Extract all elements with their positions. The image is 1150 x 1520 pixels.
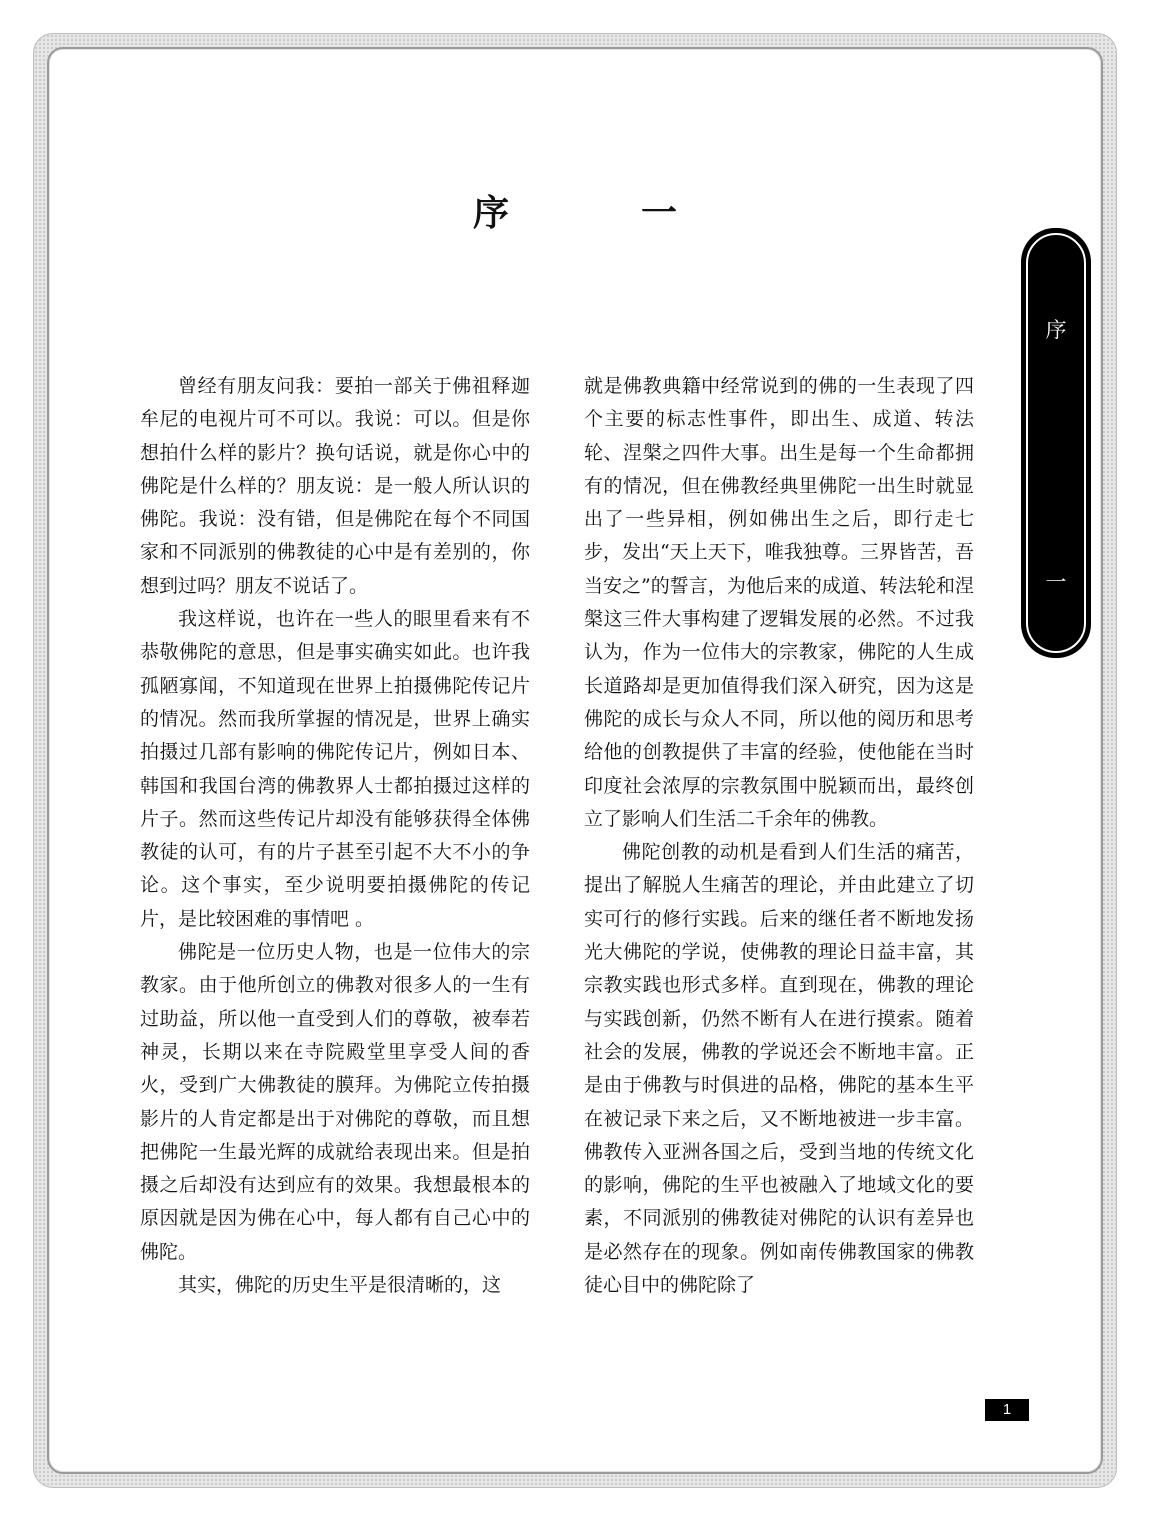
- chapter-side-tab: [1021, 228, 1091, 658]
- paragraph: 佛陀是一位历史人物，也是一位伟大的宗教家。由于他所创立的佛教对很多人的一生有过助益，所以他一直受到人们的尊敬，被奉若神灵，长期以来在寺院殿堂里享受人间的香火，受到广大佛教徒的膜拜。为佛陀立传拍摄影片的人肯定都是出于对佛陀的尊敬，而且想把佛陀一生最光辉的成就给表现出来。但是拍摄之后却没有达到应有的效果。我想最根本的原因就是因为佛在心中，每人都有自己心中的佛陀。: [140, 941, 530, 1263]
- paragraph: 佛陀创教的动机是看到人们生活的痛苦，提出了解脱人生痛苦的理论，并由此建立了切实可行的修行实践。后来的继任者不断地发扬光大佛陀的学说，使佛教的理论日益丰富，其宗教实践也形式多样。直到现在，佛教的理论与实践创新，仍然不断有人在进行摸索。随着社会的发展，佛教的学说还会不断地丰富。正是由于佛教与时俱进的品格，佛陀的基本生平在被记录下来之后，又不断地被进一步丰富。佛教传入亚洲各国之后，受到当地的传统文化的影响，佛陀的生平也被融入了地域文化的要素，不同派别的佛教徒对佛陀的认识有差异也是必然存在的现象。例如南传佛教国家的佛教徒心目中的佛陀除了: [584, 841, 974, 1297]
- paragraph: 我这样说，也许在一些人的眼里看来有不恭敬佛陀的意思，但是事实确实如此。也许我孤陋寡闻，不知道现在世界上拍摄佛陀传记片的情况。然而我所掌握的情况是，世界上确实拍摄过几部有影响的佛陀传记片，例如日本、韩国和我国台湾的佛教界人士都拍摄过这样的片子。然而这些传记片却没有能够获得全体佛教徒的认可，有的片子甚至引起不大不小的争论。这个事实，至少说明要拍摄佛陀的传记片，是比较困难的事情吧 。: [140, 608, 530, 930]
- paragraph: 其实，佛陀的历史生平是很清晰的，这: [178, 1274, 502, 1297]
- side-tab-char-top: 序: [1045, 318, 1067, 342]
- page-title: 序 一: [472, 193, 725, 234]
- paragraph-continuation: 就是佛教典籍中经常说到的佛的一生表现了四个主要的标志性事件，即出生、成道、转法轮、涅槃之四件大事。出生是每一个生命都拥有的情况，但在佛教经典里佛陀一出生时就显出了一些异相，例如佛出生之后，即行走七步，发出“天上天下，唯我独尊。三界皆苦，吾当安之”的誓言，为他后来的成道、转法轮和涅槃这三件大事构建了逻辑发展的必然。不过我认为，作为一位伟大的宗教家，佛陀的人生成长道路却是更加值得我们深入研究，因为这是佛陀的成长与众人不同，所以他的阅历和思考给他的创教提供了丰富的经验，使他能在当时印度社会浓厚的宗教氛围中脱颖而出，最终创立了影响人们生活二千余年的佛教。: [584, 375, 974, 830]
- page-number: 1: [985, 1399, 1029, 1421]
- text-column-left: [140, 370, 530, 1302]
- text-column-right: [584, 370, 974, 1302]
- paragraph: 曾经有朋友问我：要拍一部关于佛祖释迦牟尼的电视片可不可以。我说：可以。但是你想拍什么样的影片？换句话说，就是你心中的佛陀是什么样的？朋友说：是一般人所认识的佛陀。我说：没有错，但是佛陀在每个不同国家和不同派别的佛教徒的心中是有差别的，你想到过吗？朋友不说话了。: [140, 375, 530, 597]
- side-tab-char-bottom: 一: [1045, 570, 1067, 594]
